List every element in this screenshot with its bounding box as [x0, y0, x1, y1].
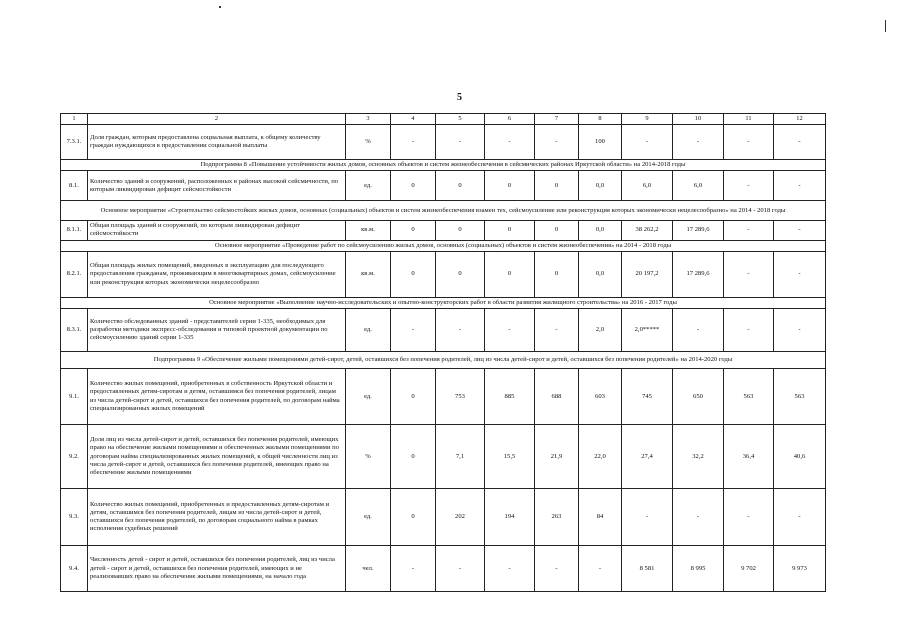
section-title: Подпрограмма 9 «Обеспечение жилыми помещениями детей-сирот, детей, оставшихся без попечения родителей, лиц из числа детей-сирот и детей, оставшихся без попечения родителей» на 2014-2020 годы — [61, 352, 826, 369]
value-cell: 0 — [391, 171, 436, 201]
value-cell: - — [391, 546, 436, 592]
section-row — [61, 297, 826, 308]
section-title: Подпрограмма 8 «Повышение устойчивости жилых домов, основных объектов и систем жизнеобеспечения в сейсмических районах Иркутской области» на 2014-2018 годы — [61, 160, 826, 171]
indicator-row — [61, 546, 826, 592]
value-cell: 563 — [774, 369, 826, 425]
value-cell: - — [774, 251, 826, 297]
row-number: 8.2.1. — [61, 251, 88, 297]
value-cell: 6,0 — [622, 171, 673, 201]
value-cell: 0 — [436, 171, 485, 201]
value-cell: - — [673, 125, 724, 160]
column-number: 9 — [622, 114, 673, 125]
row-number: 9.3. — [61, 489, 88, 546]
value-cell: - — [673, 309, 724, 352]
value-cell: 2,0***** — [622, 309, 673, 352]
value-cell: 17 289,6 — [673, 221, 724, 240]
value-cell: 0 — [485, 221, 535, 240]
unit: кв.м. — [346, 221, 391, 240]
indicator-name: Доля лиц из числа детей-сирот и детей, оставшихся без попечения родителей, имеющих право на обеспечение жилыми помещениями и обеспеченных жилыми помещениями по договорам найма специализированных жилых помещений, к общей численности лиц из числа детей-сирот и детей, оставшихся без попечения родителей, имеющих право на обеспечение жилыми помещениями — [88, 425, 346, 489]
value-cell: 8 581 — [622, 546, 673, 592]
indicator-row — [61, 309, 826, 352]
value-cell: 0 — [391, 425, 436, 489]
column-number: 11 — [724, 114, 774, 125]
value-cell: - — [673, 489, 724, 546]
indicator-name: Количество зданий и сооружений, расположенных в районах высокой сейсмичности, по которым ликвидирован дефицит сейсмостойкости — [88, 171, 346, 201]
value-cell: 38 262,2 — [622, 221, 673, 240]
value-cell: - — [774, 489, 826, 546]
value-cell: - — [485, 546, 535, 592]
value-cell: 20 197,2 — [622, 251, 673, 297]
section-row — [61, 240, 826, 251]
value-cell: - — [724, 251, 774, 297]
row-number: 9.1. — [61, 369, 88, 425]
page-number: 5 — [457, 92, 462, 103]
value-cell: - — [724, 125, 774, 160]
indicator-name: Количество жилых помещений, приобретенных и предоставленных детям-сиротам и детям, оставшимся без попечения родителей, лицам из числа детей-сирот и детей, оставшихся без попечения родителей, по договорам социального найма в рамках исполнения судебных решений — [88, 489, 346, 546]
value-cell: 40,6 — [774, 425, 826, 489]
value-cell: - — [774, 221, 826, 240]
value-cell: 0 — [391, 251, 436, 297]
value-cell: 0 — [535, 251, 579, 297]
value-cell: - — [485, 125, 535, 160]
unit: ед. — [346, 369, 391, 425]
row-number: 8.3.1. — [61, 309, 88, 352]
value-cell: 0 — [485, 251, 535, 297]
section-title: Основное мероприятие «Выполнение научно-исследовательских и опытно-конструкторских работ в области развития жилищного строительства» на 2016 - 2017 годы — [61, 297, 826, 308]
column-number: 4 — [391, 114, 436, 125]
indicator-name: Численность детей - сирот и детей, оставшихся без попечения родителей, лиц из числа детей - сирот и детей, оставшихся без попечения родителей, имеющих и не реализовавших право на обеспечение жилыми помещениями, на начало года — [88, 546, 346, 592]
indicators-table — [60, 113, 826, 592]
value-cell: 84 — [579, 489, 622, 546]
value-cell: - — [391, 309, 436, 352]
unit: % — [346, 125, 391, 160]
value-cell: - — [485, 309, 535, 352]
indicator-name: Общая площадь зданий и сооружений, по которым ликвидирован дефицит сейсмостойкости — [88, 221, 346, 240]
value-cell: 22,0 — [579, 425, 622, 489]
column-number: 10 — [673, 114, 724, 125]
unit: ед. — [346, 171, 391, 201]
column-number: 7 — [535, 114, 579, 125]
column-number: 8 — [579, 114, 622, 125]
unit: ед. — [346, 309, 391, 352]
value-cell: 0 — [391, 221, 436, 240]
value-cell: 688 — [535, 369, 579, 425]
value-cell: 0 — [391, 369, 436, 425]
indicator-name: Доля граждан, которым предоставлена социальная выплата, к общему количеству граждан нуждающихся в предоставлении социальной выплаты — [88, 125, 346, 160]
section-title: Основное мероприятие «Проведение работ по сейсмоусилению жилых домов, основных (социальных) объектов и систем жизнеобеспечения» на 2014 - 2018 годы — [61, 240, 826, 251]
value-cell: 753 — [436, 369, 485, 425]
column-number: 6 — [485, 114, 535, 125]
value-cell: 650 — [673, 369, 724, 425]
value-cell: - — [622, 125, 673, 160]
value-cell: 0,0 — [579, 221, 622, 240]
value-cell: 263 — [535, 489, 579, 546]
column-number: 2 — [88, 114, 346, 125]
value-cell: 0,0 — [579, 251, 622, 297]
column-number-row — [61, 114, 826, 125]
column-number: 5 — [436, 114, 485, 125]
value-cell: 17 289,6 — [673, 251, 724, 297]
value-cell: - — [579, 546, 622, 592]
indicator-row — [61, 221, 826, 240]
indicator-row — [61, 369, 826, 425]
unit: чел. — [346, 546, 391, 592]
scan-speck — [885, 20, 886, 32]
value-cell: - — [724, 221, 774, 240]
section-row — [61, 352, 826, 369]
value-cell: 6,0 — [673, 171, 724, 201]
row-number: 8.1.1. — [61, 221, 88, 240]
value-cell: 0 — [535, 221, 579, 240]
value-cell: 603 — [579, 369, 622, 425]
row-number: 9.4. — [61, 546, 88, 592]
indicator-name: Количество жилых помещений, приобретенных в собственность Иркутской области и предоставленных детям-сиротам и детям, оставшимся без попечения родителей, лицам из числа детей-сирот и детей, оставшихся без попечения родителей, по договорам найма специализированных жилых помещений — [88, 369, 346, 425]
value-cell: 27,4 — [622, 425, 673, 489]
value-cell: 563 — [724, 369, 774, 425]
value-cell: - — [774, 309, 826, 352]
value-cell: 885 — [485, 369, 535, 425]
table-body — [61, 114, 826, 592]
indicator-row — [61, 489, 826, 546]
indicator-row — [61, 171, 826, 201]
value-cell: - — [391, 125, 436, 160]
value-cell: 2,0 — [579, 309, 622, 352]
indicator-name: Количество обследованных зданий - представителей серии 1-335, необходимых для разработки методики экспресс-обследования и типовой проектной документации по сейсмоусилению зданий серии 1-335 — [88, 309, 346, 352]
column-number: 3 — [346, 114, 391, 125]
value-cell: 0 — [535, 171, 579, 201]
value-cell: - — [774, 125, 826, 160]
indicator-name: Общая площадь жилых помещений, введенных в эксплуатацию для последующего предоставления гражданам, проживающим в многоквартирных домах, сейсмоусиление или реконструкция которых экономически нецелесообразно — [88, 251, 346, 297]
value-cell: 0 — [436, 251, 485, 297]
section-row — [61, 160, 826, 171]
indicator-row — [61, 425, 826, 489]
value-cell: - — [436, 309, 485, 352]
value-cell: 202 — [436, 489, 485, 546]
value-cell: - — [535, 125, 579, 160]
value-cell: - — [436, 125, 485, 160]
value-cell: 32,2 — [673, 425, 724, 489]
value-cell: - — [436, 546, 485, 592]
value-cell: 0 — [391, 489, 436, 546]
unit: % — [346, 425, 391, 489]
value-cell: - — [774, 171, 826, 201]
indicator-row — [61, 251, 826, 297]
row-number: 7.3.1. — [61, 125, 88, 160]
value-cell: 194 — [485, 489, 535, 546]
indicator-row — [61, 125, 826, 160]
unit: кв.м. — [346, 251, 391, 297]
column-number: 1 — [61, 114, 88, 125]
section-title: Основное мероприятие «Строительство сейсмостойких жилых домов, основных (социальных) объектов и систем жизнеобеспечения взамен тех, сейсмоусиление или реконструкция которых экономически нецелесообразно» на 2014 - 2018 годы — [61, 201, 826, 221]
value-cell: 0 — [436, 221, 485, 240]
value-cell: 0 — [485, 171, 535, 201]
value-cell: 21,9 — [535, 425, 579, 489]
column-number: 12 — [774, 114, 826, 125]
value-cell: 36,4 — [724, 425, 774, 489]
value-cell: 745 — [622, 369, 673, 425]
value-cell: - — [535, 309, 579, 352]
value-cell: 9 973 — [774, 546, 826, 592]
value-cell: 7,1 — [436, 425, 485, 489]
value-cell: 9 702 — [724, 546, 774, 592]
row-number: 9.2. — [61, 425, 88, 489]
row-number: 8.1. — [61, 171, 88, 201]
value-cell: - — [622, 489, 673, 546]
scan-speck — [219, 6, 221, 8]
unit: ед. — [346, 489, 391, 546]
value-cell: 8 995 — [673, 546, 724, 592]
value-cell: - — [724, 171, 774, 201]
value-cell: - — [724, 489, 774, 546]
value-cell: - — [724, 309, 774, 352]
value-cell: 0,0 — [579, 171, 622, 201]
value-cell: 15,5 — [485, 425, 535, 489]
value-cell: 100 — [579, 125, 622, 160]
value-cell: - — [535, 546, 579, 592]
section-row — [61, 201, 826, 221]
